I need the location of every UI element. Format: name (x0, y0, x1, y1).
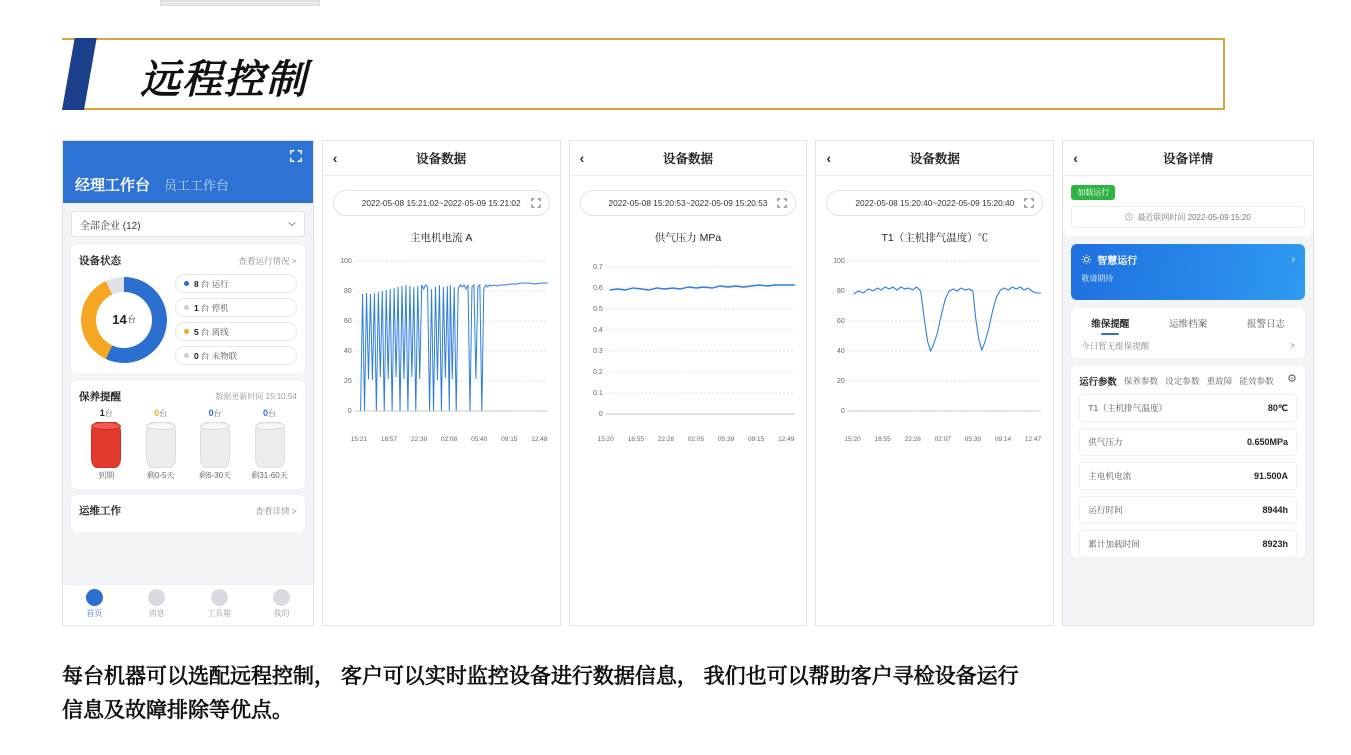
tab-manager-workbench[interactable]: 经理工作台 (75, 177, 151, 194)
param-value: 8923h (1262, 539, 1289, 549)
chart1-body (323, 176, 560, 626)
params-tab-efficiency[interactable]: 能效参数 (1239, 376, 1274, 386)
tab-alarm-log[interactable]: 报警日志 (1247, 319, 1286, 330)
legend-dot-icon (184, 305, 189, 310)
xtick: 15:20 (597, 436, 614, 443)
tabbar-item-home[interactable] (63, 585, 125, 625)
param-row (1079, 530, 1297, 558)
ops-card (71, 495, 305, 532)
legend-item[interactable] (175, 346, 297, 365)
params-tabs[interactable] (1071, 374, 1305, 388)
caption-line-2: 信息及故障排除等优点。 (62, 699, 293, 722)
xtick: 18:55 (874, 436, 891, 443)
chevron-right-icon: › (1291, 254, 1296, 265)
tank-icon (91, 422, 121, 468)
xtick: 12:48 (531, 436, 548, 443)
page-title: 远程控制 (140, 58, 308, 102)
tank-unit: 台 (159, 409, 168, 418)
tank-item[interactable] (192, 408, 238, 481)
maintenance-title: 保养提醒 (79, 391, 121, 403)
chart2-header (570, 141, 807, 176)
chart2-range-picker[interactable] (580, 190, 797, 216)
detail-title: 设备详情 (1163, 152, 1214, 166)
xtick: 05:39 (964, 436, 982, 443)
param-value: 91.500A (1253, 471, 1289, 481)
workbench-body (63, 203, 313, 625)
params-tab-settings[interactable]: 设定参数 (1165, 376, 1200, 386)
param-value: 80℃ (1267, 402, 1289, 413)
chart1-range-picker[interactable] (333, 190, 550, 216)
chart2-body (570, 176, 807, 626)
svg-text:0.5: 0.5 (592, 305, 603, 314)
xtick: 09:15 (501, 436, 518, 443)
fullscreen-icon[interactable] (289, 149, 303, 163)
param-row (1079, 496, 1297, 524)
chart3-series-title: T1（主机排气温度）℃ (881, 232, 989, 244)
xtick: 09:14 (994, 436, 1012, 443)
tank-label: 到期 (98, 471, 115, 480)
svg-text:80: 80 (343, 287, 352, 296)
tab-maintenance-reminder[interactable]: 维保提醒 (1091, 316, 1129, 330)
status-badge: 加载运行 (1071, 185, 1115, 200)
tabbar-label: 工具箱 (207, 609, 232, 618)
params-tab-faults[interactable]: 重故障 (1206, 376, 1233, 386)
tank-label: 剩31-60天 (251, 471, 288, 480)
message-icon (148, 589, 165, 606)
tabbar-label: 我的 (273, 609, 290, 618)
gear-rotate-icon (1081, 254, 1092, 265)
chart1-xaxis (333, 434, 550, 443)
donut-center (96, 292, 152, 348)
legend-label: 台 离线 (200, 326, 229, 337)
detail-tabs[interactable] (1071, 316, 1305, 330)
xtick: 09:15 (747, 436, 765, 443)
param-name: 运行时间 (1088, 505, 1123, 515)
chart2-title: 设备数据 (663, 152, 714, 166)
tank-unit: 台 (268, 409, 277, 418)
chart3-range-value: 2022-05-08 15:20:40~2022-05-09 15:20:40 (855, 198, 1015, 208)
chart2-range-value: 2022-05-08 15:20:53~2022-05-09 15:20:53 (608, 198, 768, 208)
legend-count: 0 (194, 350, 199, 361)
params-card (1071, 366, 1305, 558)
svg-text:100: 100 (339, 257, 352, 266)
legend-item[interactable] (175, 322, 297, 341)
maintenance-card (71, 381, 305, 489)
xtick: 12:47 (1024, 436, 1042, 443)
tank-item[interactable] (138, 408, 184, 481)
xtick: 22:28 (657, 436, 675, 443)
xtick: 05:40 (471, 436, 488, 443)
workbench-tabs[interactable] (75, 174, 229, 195)
smart-operation-title: 智慧运行 (1097, 256, 1138, 267)
tab-staff-workbench[interactable]: 员工工作台 (164, 178, 230, 193)
chevron-right-icon: > (1290, 340, 1296, 350)
legend-count: 8 (194, 278, 199, 289)
xtick: 02:05 (687, 436, 705, 443)
chart3-plot (826, 249, 1043, 434)
chart2-series-title: 供气压力 MPa (654, 232, 722, 244)
smart-operation-card[interactable] (1071, 244, 1305, 300)
tank-label: 剩0-5天 (146, 471, 175, 480)
svg-text:0: 0 (841, 407, 846, 416)
param-name: 供气压力 (1088, 437, 1123, 447)
expand-icon[interactable] (1024, 198, 1034, 208)
svg-text:0: 0 (598, 410, 603, 419)
device-status-legend (175, 274, 297, 365)
legend-label: 台 运行 (200, 278, 229, 289)
detail-header (1063, 141, 1313, 176)
legend-item[interactable] (175, 298, 297, 317)
xtick: 15:21 (350, 436, 368, 443)
legend-count: 5 (194, 326, 199, 337)
param-value: 8944h (1262, 505, 1289, 515)
legend-label: 台 停机 (200, 302, 229, 313)
home-icon (86, 589, 103, 606)
svg-text:0.3: 0.3 (592, 347, 603, 356)
phone-workbench (62, 140, 314, 626)
legend-dot-icon (184, 353, 189, 358)
tank-item[interactable] (247, 408, 293, 481)
chevron-left-icon[interactable]: ‹ (579, 150, 585, 166)
param-row (1079, 394, 1297, 422)
enterprise-filter-select[interactable] (71, 211, 305, 237)
param-name: 主电机电流 (1088, 471, 1132, 481)
phone-chart-pressure (569, 140, 808, 626)
chart3-xaxis (826, 434, 1043, 443)
chart3-header (816, 141, 1053, 176)
last-online-row (1071, 206, 1305, 228)
xtick: 12:49 (778, 436, 795, 443)
legend-dot-icon (184, 329, 189, 334)
maintenance-tanks (79, 408, 297, 481)
chevron-left-icon[interactable]: ‹ (826, 150, 832, 166)
chart1-series-title: 主电机电流 A (409, 232, 473, 244)
detail-status-card (1063, 176, 1313, 236)
param-value: 0.650MPa (1246, 437, 1289, 447)
screenshot-row (62, 140, 1314, 626)
xtick: 02:08 (441, 436, 458, 443)
legend-count: 1 (194, 302, 199, 313)
svg-text:0: 0 (347, 407, 352, 416)
legend-label: 台 未物联 (200, 350, 238, 361)
detail-body (1063, 176, 1313, 626)
clock-icon (1125, 213, 1133, 221)
profile-icon (273, 589, 290, 606)
expand-icon[interactable] (531, 198, 541, 208)
detail-tab-note-row[interactable] (1071, 340, 1305, 352)
xtick: 22:28 (904, 436, 921, 443)
ops-link[interactable]: 查看详情 > (255, 505, 297, 516)
legend-item[interactable] (175, 274, 297, 293)
svg-text:0.1: 0.1 (592, 389, 603, 398)
svg-text:40: 40 (343, 347, 352, 356)
phone-chart-temperature (815, 140, 1054, 626)
param-row (1079, 428, 1297, 456)
svg-text:0.2: 0.2 (592, 368, 603, 377)
donut-center-value: 14 (112, 312, 127, 327)
tank-item[interactable] (83, 408, 129, 481)
xtick: 18:57 (380, 436, 398, 443)
svg-text:0.6: 0.6 (592, 284, 603, 293)
legend-dot-icon (184, 281, 189, 286)
xtick: 22:30 (410, 436, 428, 443)
device-status-card (71, 245, 305, 373)
device-status-link[interactable]: 查看运行情况 > (238, 255, 297, 266)
chevron-left-icon[interactable]: ‹ (1073, 150, 1078, 166)
tabbar-item-toolbox[interactable] (188, 585, 250, 625)
svg-text:20: 20 (343, 377, 352, 386)
xtick: 05:39 (717, 436, 735, 443)
settings-gear-icon[interactable]: ⚙ (1287, 373, 1298, 385)
svg-text:60: 60 (837, 317, 846, 326)
last-online-text: 最近联网时间 2022-05-09 15:20 (1137, 212, 1251, 222)
tank-unit: 台 (104, 409, 113, 418)
workbench-header (63, 141, 313, 203)
svg-text:40: 40 (837, 347, 846, 356)
chart2-xaxis (580, 434, 797, 443)
tank-icon (146, 422, 176, 468)
caption-line-1: 每台机器可以选配远程控制， 客户可以实时监控设备进行数据信息， 我们也可以帮助客户寻检设备运行 (62, 665, 1019, 688)
tabbar-label: 首页 (86, 609, 103, 618)
params-tab-maintenance[interactable]: 保养参数 (1123, 376, 1159, 386)
chart1-title: 设备数据 (416, 152, 467, 166)
tank-count: 1 (99, 408, 105, 418)
svg-text:20: 20 (837, 377, 846, 386)
tank-count: 0 (263, 408, 269, 418)
chart3-title: 设备数据 (909, 152, 960, 166)
svg-text:0.7: 0.7 (592, 263, 603, 272)
tank-label: 剩6-30天 (199, 471, 232, 480)
phone-chart-current (322, 140, 561, 626)
tank-icon (255, 422, 285, 468)
param-row (1079, 462, 1297, 490)
toolbox-icon (211, 589, 228, 606)
phone-device-detail (1062, 140, 1314, 626)
chevron-down-icon (288, 220, 296, 228)
enterprise-filter-value: 全部企业 (12) (80, 220, 141, 232)
tabbar-item-profile[interactable] (250, 585, 312, 625)
chart1-range-value: 2022-05-08 15:21:02~2022-05-09 15:21:02 (361, 198, 521, 208)
tank-count: 0 (154, 408, 160, 418)
ops-title: 运维工作 (79, 505, 121, 517)
title-stub (160, 0, 320, 6)
device-status-title: 设备状态 (79, 255, 121, 267)
donut-center-unit: 台 (127, 315, 136, 324)
xtick: 18:55 (627, 436, 644, 443)
xtick: 02:07 (934, 436, 951, 443)
caption (62, 660, 1317, 728)
device-status-donut (81, 277, 167, 363)
tabbar-item-message[interactable] (125, 585, 187, 625)
chart2-plot (580, 249, 797, 434)
tabbar-label: 消息 (148, 609, 165, 618)
tank-count: 0 (208, 408, 214, 418)
svg-text:0.4: 0.4 (592, 326, 603, 335)
bottom-tabbar (63, 584, 313, 625)
chevron-left-icon[interactable]: ‹ (332, 150, 338, 166)
svg-text:100: 100 (833, 257, 846, 266)
tank-icon (200, 422, 230, 468)
tab-ops-archive[interactable]: 运维档案 (1169, 319, 1208, 330)
tank-unit: 台 (213, 409, 222, 418)
detail-tabs-card (1071, 308, 1305, 358)
chart1-header (323, 141, 560, 176)
maintenance-updated: 数据更新时间 15:10:54 (215, 392, 297, 401)
param-name: T1（主机排气温度） (1088, 403, 1168, 413)
chart3-body (816, 176, 1053, 626)
params-tab-running[interactable]: 运行参数 (1079, 376, 1117, 387)
expand-icon[interactable] (777, 198, 787, 208)
chart3-range-picker[interactable] (826, 190, 1043, 216)
detail-tab-note: 今日暂无维保提醒 (1081, 341, 1150, 351)
chart1-plot (333, 249, 550, 434)
xtick: 15:20 (844, 436, 861, 443)
smart-operation-subtitle: 敬请期待 (1081, 274, 1114, 283)
svg-text:80: 80 (837, 287, 846, 296)
param-name: 累计加载时间 (1088, 539, 1140, 549)
svg-text:60: 60 (343, 317, 352, 326)
